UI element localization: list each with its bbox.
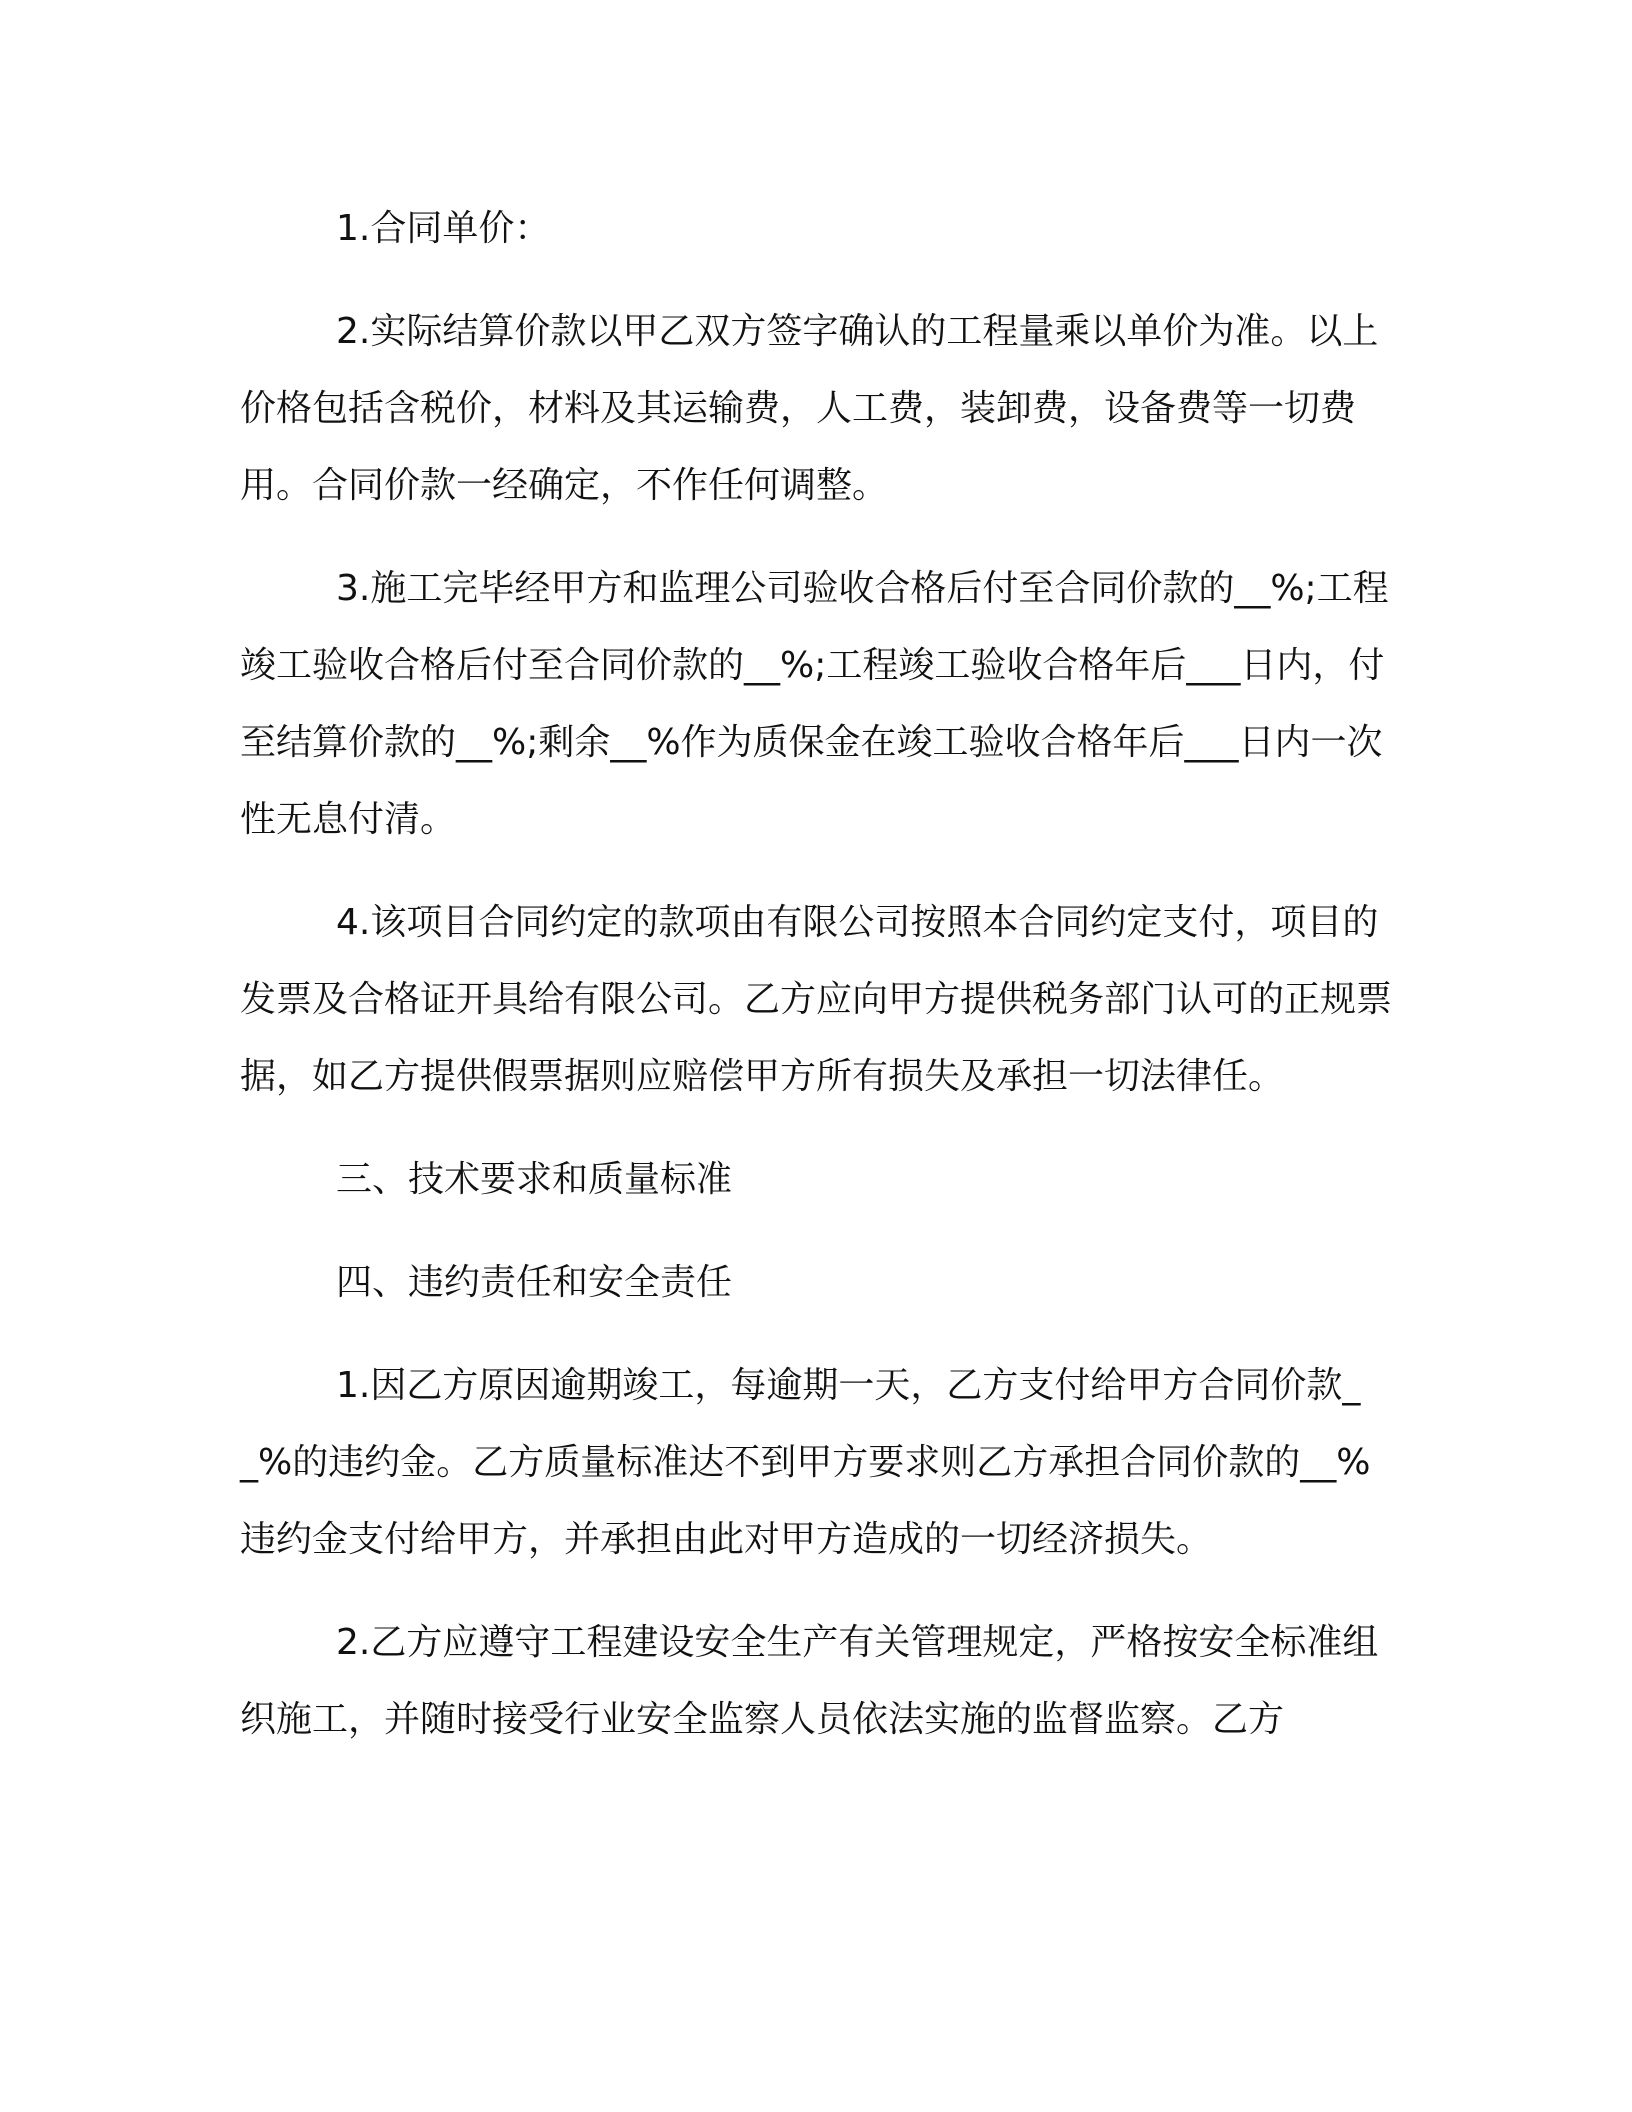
clause-payment-schedule: 3.施工完毕经甲方和监理公司验收合格后付至合同价款的__%;工程竣工验收合格后付至合同价款的__%;工程竣工验收合格年后___日内，付至结算价款的__%;剩余__%作为质保金在竣工验收合格年后___日内一次性无息付清。 [240, 568, 1389, 840]
clause-unit-price: 1.合同单价： [336, 208, 551, 249]
section-heading-technical-requirements: 三、技术要求和质量标准 [336, 1159, 733, 1200]
clause-safety: 2.乙方应遵守工程建设安全生产有关管理规定，严格按安全标准组织施工，并随时接受行业安全监察人员依法实施的监督监察。乙方 [240, 1622, 1379, 1740]
section-heading-liability: 四、违约责任和安全责任 [336, 1262, 733, 1303]
clause-late-penalty: 1.因乙方原因逾期竣工，每逾期一天，乙方支付给甲方合同价款__%的违约金。乙方质量标准达不到甲方要求则乙方承担合同价款的__%违约金支付给甲方，并承担由此对甲方造成的一切经济损失。 [240, 1365, 1371, 1560]
clause-settlement-price: 2.实际结算价款以甲乙双方签字确认的工程量乘以单价为准。以上价格包括含税价，材料及其运输费，人工费，装卸费，设备费等一切费用。合同价款一经确定，不作任何调整。 [240, 311, 1379, 506]
document-body [240, 190, 1392, 1784]
clause-invoice: 4.该项目合同约定的款项由有限公司按照本合同约定支付，项目的发票及合格证开具给有限公司。乙方应向甲方提供税务部门认可的正规票据，如乙方提供假票据则应赔偿甲方所有损失及承担一切法律任。 [240, 902, 1393, 1097]
